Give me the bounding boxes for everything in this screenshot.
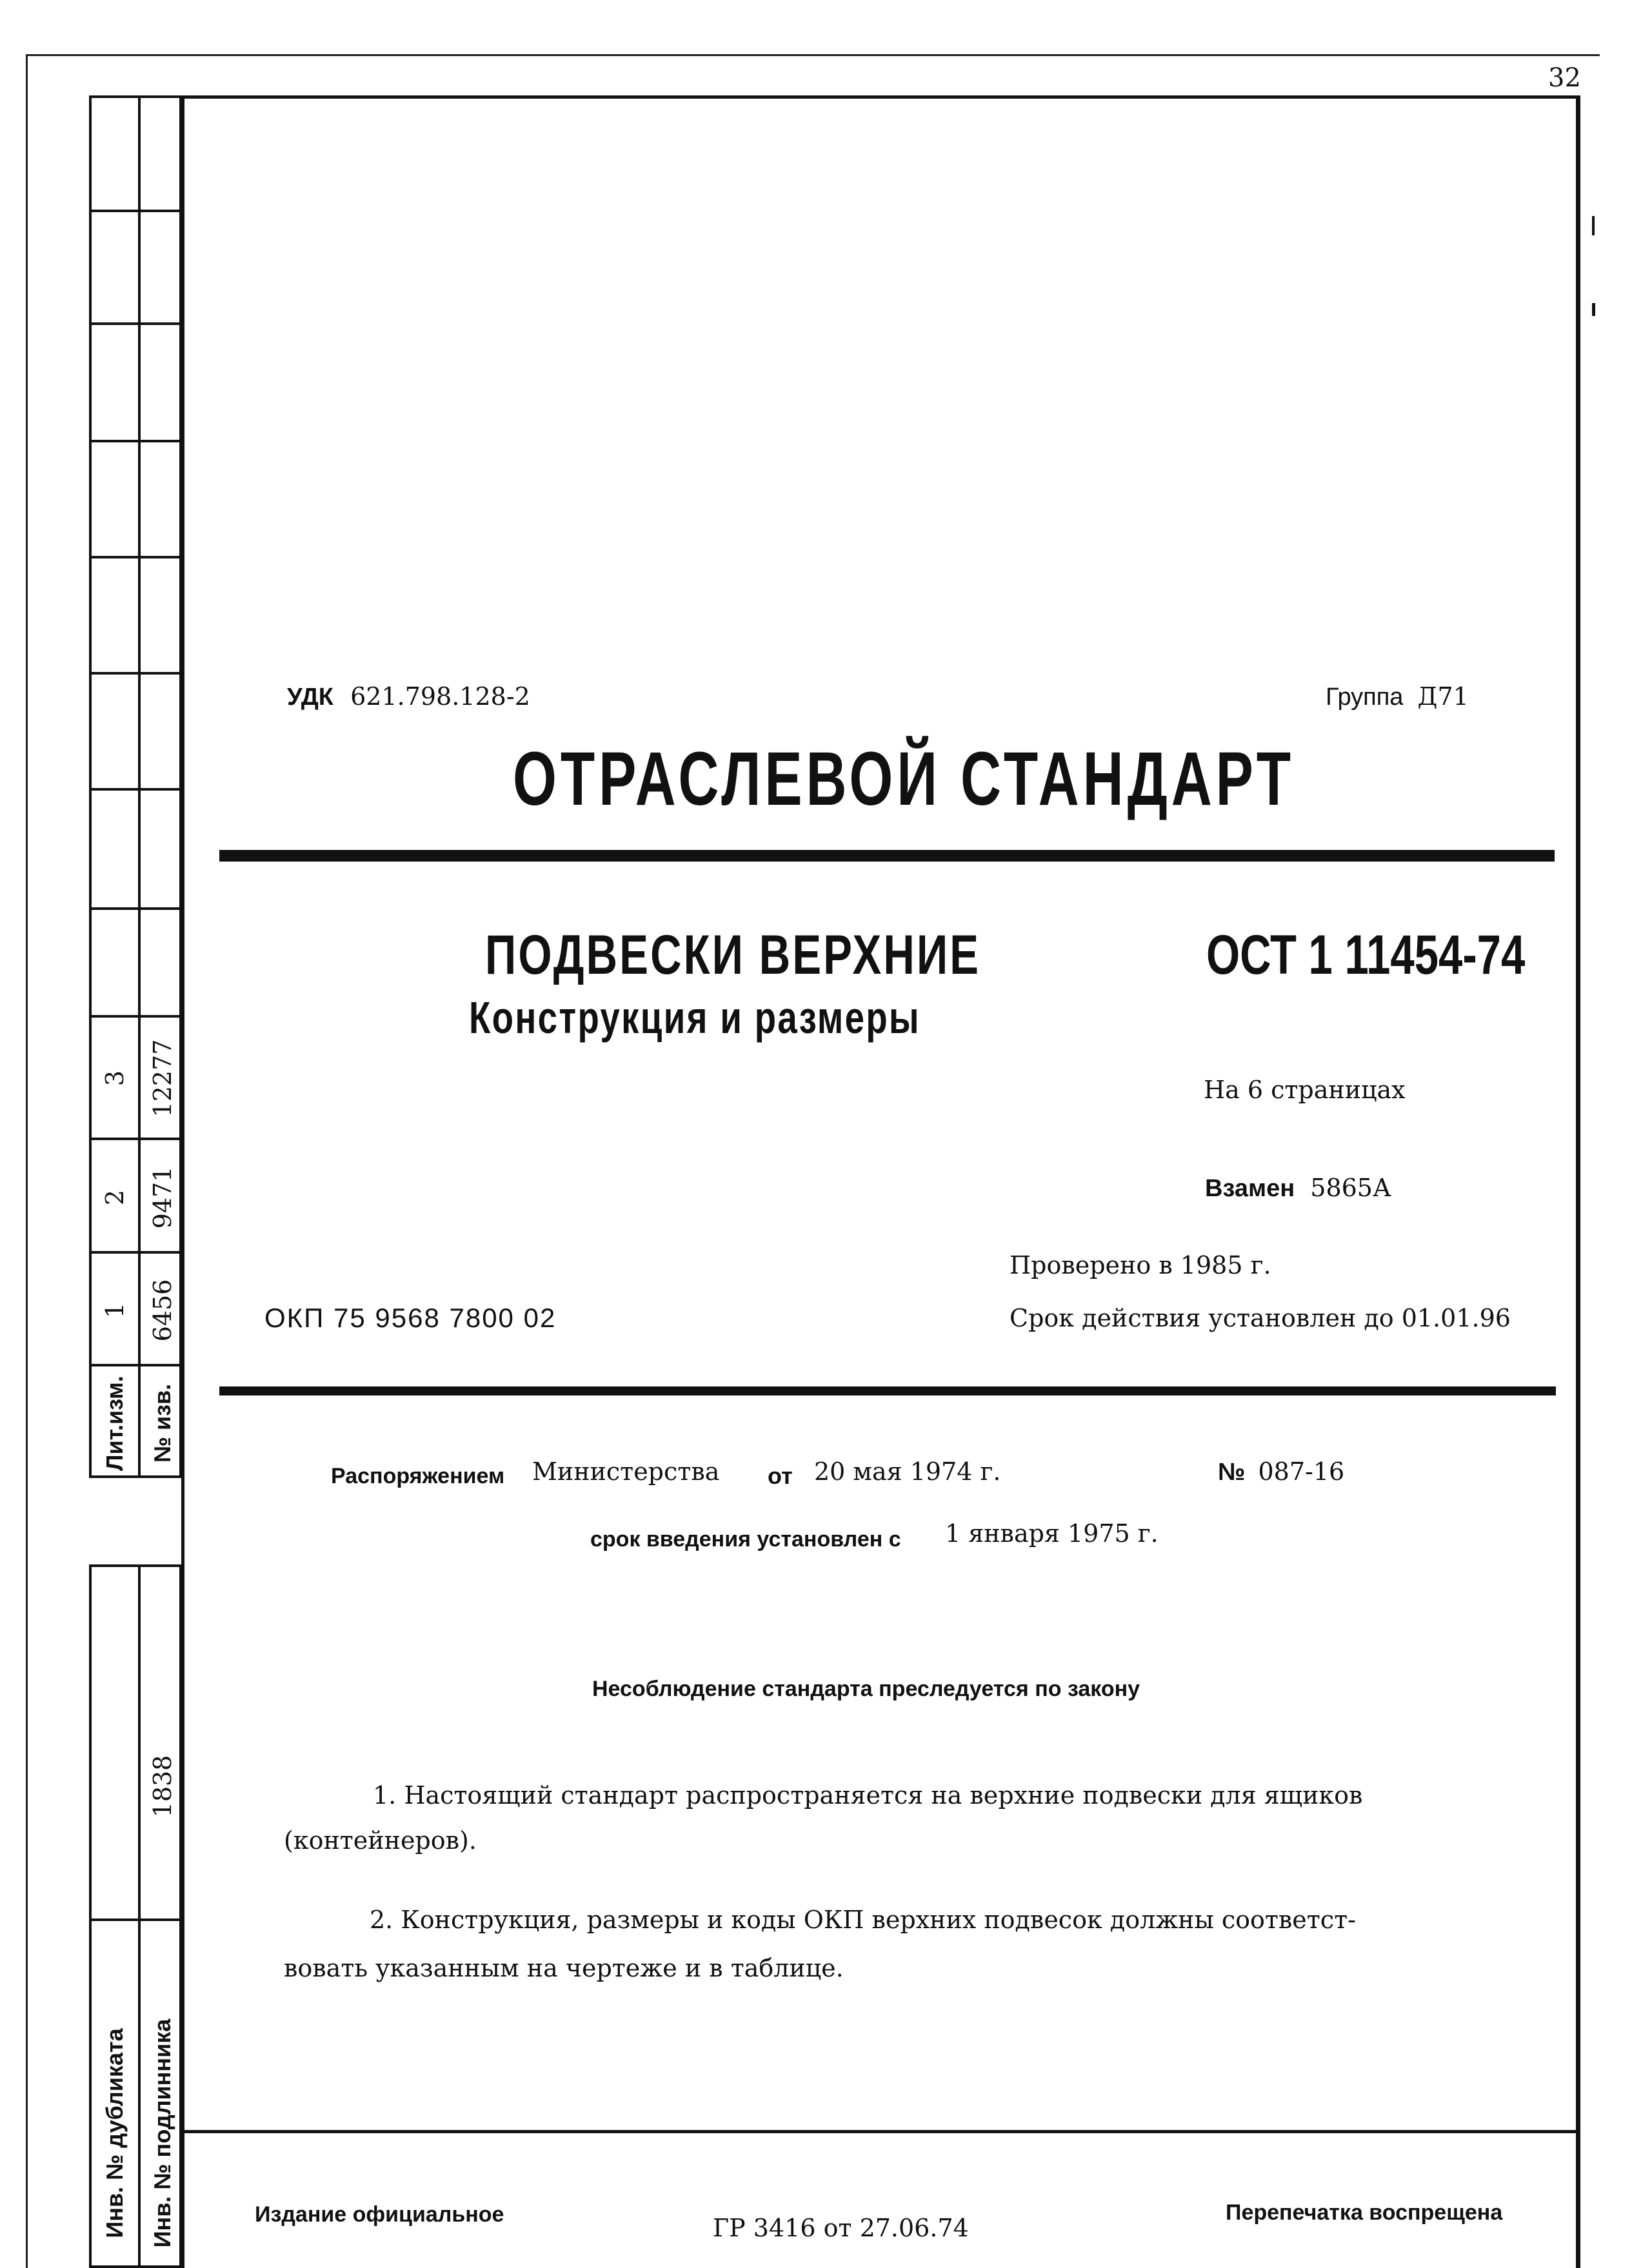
group-line [1326, 682, 1469, 711]
replaces-line [1205, 1174, 1391, 1203]
stamp-row-line [92, 556, 179, 558]
stamp-row-line [92, 672, 179, 675]
udk-value: 621.798.128-2 [350, 682, 530, 711]
stamp-lit-value: 3 [101, 1070, 129, 1087]
footer-registration: ГР 3416 от 27.06.74 [713, 2214, 969, 2242]
order-date: 20 мая 1974 г. [814, 1457, 1001, 1486]
document-title: ОТРАСЛЕВОЙ СТАНДАРТ [513, 736, 1295, 822]
scan-mark [1592, 216, 1595, 235]
order-label: Распоряжением [331, 1464, 505, 1488]
paragraph-2-line-2: вовать указанным на чертеже и в таблице. [284, 1954, 844, 1982]
paragraph-1-line-1: 1. Настоящий стандарт распространяется на верхние подвески для ящиков [373, 1781, 1363, 1809]
stamp-izv-value: 6456 [148, 1279, 177, 1342]
footer-reprint: Перепечатка воспрещена [1226, 2200, 1503, 2225]
subject-subtitle: Конструкция и размеры [469, 992, 921, 1043]
replaces-value: 5865А [1310, 1174, 1391, 1202]
side-stamp-top [89, 95, 182, 1478]
paragraph-2-line-1: 2. Конструкция, размеры и коды ОКП верхних подвесок должны соответст- [370, 1906, 1356, 1934]
intro-label: срок введения установлен с [590, 1527, 901, 1552]
footer-rule [181, 2130, 1580, 2133]
order-ministry: Министерства [532, 1457, 720, 1486]
page-count: На 6 страницах [1204, 1076, 1406, 1104]
stamp-row-line [92, 1138, 179, 1140]
stamp-row-line [92, 1918, 179, 1921]
stamp-izv-value: 9471 [148, 1166, 177, 1229]
scan-mark [1592, 303, 1595, 316]
stamp-duplicate-label: Инв. № дубликата [101, 2028, 128, 2238]
stamp-row-line [92, 1251, 179, 1254]
legal-warning: Несоблюдение стандарта преследуется по закону [592, 1677, 1140, 1701]
intro-date: 1 января 1975 г. [945, 1519, 1159, 1548]
stamp-row-line [92, 1364, 179, 1366]
paragraph-1-line-2: (контейнеров). [284, 1826, 477, 1855]
stamp-row-line [92, 788, 179, 791]
group-value: Д71 [1417, 682, 1469, 711]
order-number-line [1218, 1457, 1344, 1486]
stamp-divider [138, 1567, 141, 2265]
order-from-label: от [768, 1463, 793, 1489]
stamp-lit-value: 1 [101, 1302, 129, 1319]
order-number-label: № [1218, 1459, 1246, 1486]
group-label: Группа [1326, 684, 1404, 711]
udk-line [287, 682, 530, 711]
stamp-row-line [92, 440, 179, 442]
stamp-row-line [92, 322, 179, 325]
footer-official: Издание официальное [255, 2202, 504, 2227]
validity-note: Срок действия установлен до 01.01.96 [1010, 1304, 1511, 1332]
stamp-lit-value: 2 [101, 1189, 129, 1206]
stamp-original-number: 1838 [148, 1755, 177, 1818]
order-number: 087-16 [1258, 1457, 1345, 1486]
stamp-izv-value: 12277 [148, 1039, 177, 1118]
side-stamp-bottom [89, 1564, 182, 2268]
checked-note: Проверено в 1985 г. [1010, 1251, 1271, 1279]
meta-rule [219, 1386, 1556, 1395]
stamp-original-label: Инв. № подлинника [149, 2018, 175, 2248]
replaces-label: Взамен [1205, 1175, 1295, 1202]
udk-label: УДК [287, 684, 333, 711]
page-number: 32 [1548, 63, 1581, 93]
stamp-row-line [92, 210, 179, 212]
stamp-izv-label: № изв. [149, 1383, 175, 1463]
stamp-lit-label: Лит.изм. [101, 1376, 128, 1471]
standard-code: ОСТ 1 11454-74 [1206, 924, 1526, 986]
stamp-row-line [92, 907, 179, 910]
stamp-row-line [92, 1015, 179, 1018]
okp-code: ОКП 75 9568 7800 02 [264, 1303, 557, 1333]
stamp-divider [138, 98, 141, 1475]
title-rule [219, 850, 1555, 862]
subject-title: ПОДВЕСКИ ВЕРХНИЕ [485, 924, 981, 986]
